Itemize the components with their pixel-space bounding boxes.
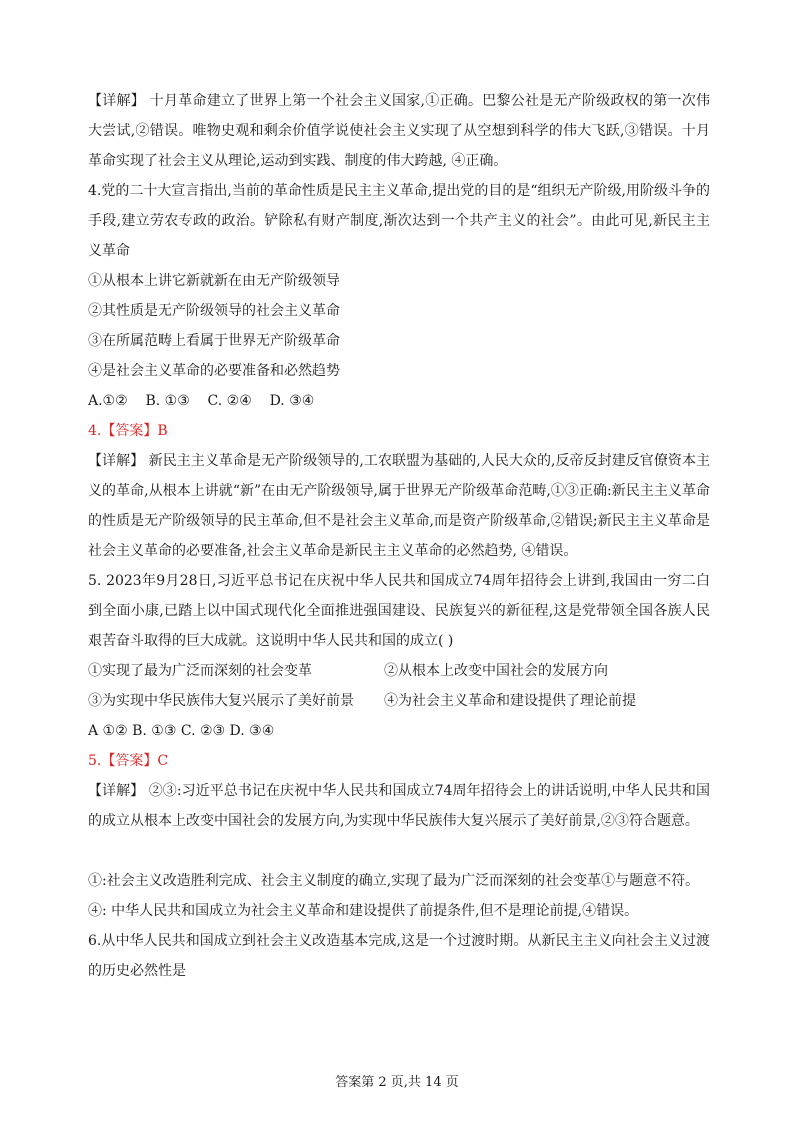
q5-options-row-1 bbox=[88, 656, 710, 686]
q5-explanation-3: ④: 中华人民共和国成立为社会主义革命和建设提供了前提条件,但不是理论前提,④错误。 bbox=[88, 903, 639, 919]
q4-answer: 4.【答案】B bbox=[88, 423, 168, 439]
q5-answer: 5.【答案】C bbox=[88, 753, 169, 769]
q4-option-1: ①从根本上讲它新就新在由无产阶级领导 bbox=[88, 273, 340, 289]
q4-option-2: ②其性质是无产阶级领导的社会主义革命 bbox=[88, 303, 340, 319]
q5-explanation: 【详解】 ②③:习近平总书记在庆祝中华人民共和国成立74周年招待会上的讲话说明,中华人民共和国的成立从根本上改变中国社会的发展方向,为实现中华民族伟大复兴展示了美好前景,②③符合题意。 bbox=[88, 783, 710, 829]
q4-option-3: ③在所属范畴上看属于世界无产阶级革命 bbox=[88, 333, 340, 349]
q4-option-4: ④是社会主义革命的必要准备和必然趋势 bbox=[88, 363, 340, 379]
q5-option-3: ③为实现中华民族伟大复兴展示了美好前景 bbox=[88, 693, 354, 709]
q4-choices: A.①② B. ①③ C. ②④ D. ③④ bbox=[88, 393, 315, 409]
q5-option-4: ④为社会主义革命和建设提供了理论前提 bbox=[384, 693, 636, 709]
q5-choices: A ①② B. ①③ C. ②③ D. ③④ bbox=[88, 723, 275, 739]
q3-explanation: 【详解】 十月革命建立了世界上第一个社会主义国家,①正确。巴黎公社是无产阶级政权的第一次伟大尝试,②错误。唯物史观和剩余价值学说使社会主义实现了从空想到科学的伟大飞跃,③错误。十月革命实现了社会主义从理论,运动到实践、制度的伟大跨越, ④正确。 bbox=[88, 93, 710, 169]
q5-options-row-2 bbox=[88, 686, 710, 716]
q4-explanation: 【详解】 新民主主义革命是无产阶级领导的,工农联盟为基础的,人民大众的,反帝反封建反官僚资本主义的革命,从根本上讲就“新”在由无产阶级领导,属于世界无产阶级革命范畴,①③正确:新民主主义革命的性质是无产阶级领导的民主革命,但不是社会主义革命,而是资产阶级革命,②错误;新民主主义革命是社会主义革命的必要准备,社会主义革命是新民主主义革命的必然趋势, ④错误。 bbox=[88, 453, 710, 559]
q6-stem: 6.从中华人民共和国成立到社会主义改造基本完成,这是一个过渡时期。从新民主主义向社会主义过渡的历史必然性是 bbox=[88, 933, 710, 979]
q5-stem: 5. 2023年9月28日,习近平总书记在庆祝中华人民共和国成立74周年招待会上讲到,我国由一穷二白到全面小康,已踏上以中国式现代化全面推进强国建设、民族复兴的新征程,这是党带领全国各族人民艰苦奋斗取得的巨大成就。这说明中华人民共和国的成立( ) bbox=[88, 573, 710, 649]
q4-stem: 4.党的二十大宣言指出,当前的革命性质是民主主义革命,提出党的目的是“组织无产阶级,用阶级斗争的手段,建立劳农专政的政治。铲除私有财产制度,渐次达到一个共产主义的社会”。由此可见,新民主主义革命 bbox=[88, 183, 710, 259]
page-footer: 答案第 2 页,共 14 页 bbox=[335, 1075, 459, 1090]
q5-option-1: ①实现了最为广泛而深刻的社会变革 bbox=[88, 663, 312, 679]
q5-option-2: ②从根本上改变中国社会的发展方向 bbox=[384, 663, 608, 679]
q5-explanation-2: ①:社会主义改造胜利完成、社会主义制度的确立,实现了最为广泛而深刻的社会变革①与题意不符。 bbox=[88, 873, 700, 889]
